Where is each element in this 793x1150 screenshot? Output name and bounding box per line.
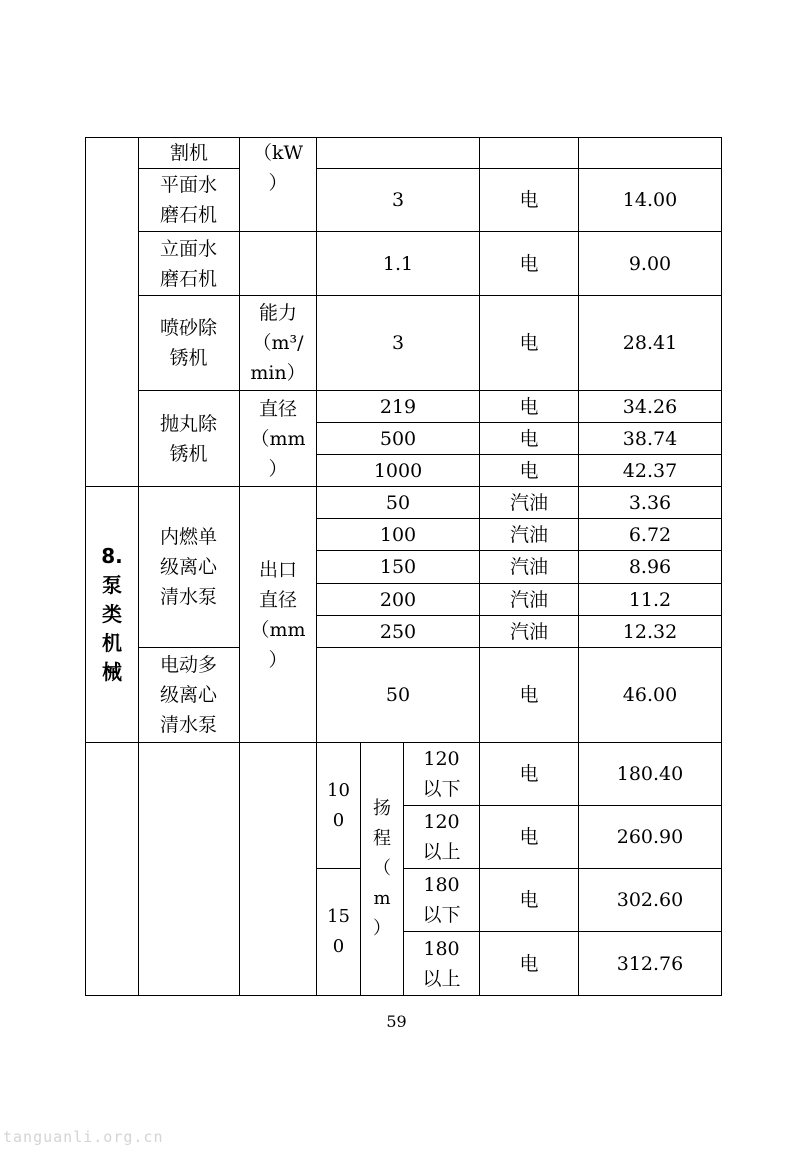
unit-label: 出口 直径 （mm ） xyxy=(250,558,306,671)
price: 28.41 xyxy=(622,332,678,354)
head-range: 120 以下 xyxy=(422,748,461,800)
param-value: 250 xyxy=(379,620,417,643)
unit-label: 直径 （mm ） xyxy=(250,397,306,480)
price: 8.96 xyxy=(628,556,672,578)
power-source: 电 xyxy=(519,189,539,211)
price: 302.60 xyxy=(616,889,684,911)
machine-name: 喷砂除 锈机 xyxy=(159,317,217,369)
price: 34.26 xyxy=(622,395,678,418)
power-source: 汽油 xyxy=(509,588,548,611)
power-source: 电 xyxy=(519,395,539,418)
power-source: 电 xyxy=(519,252,539,275)
power-source: 电 xyxy=(519,684,539,706)
power-source: 电 xyxy=(519,889,539,911)
price: 46.00 xyxy=(622,684,678,706)
price: 14.00 xyxy=(622,189,678,211)
page-number: 59 xyxy=(386,1012,407,1031)
power-source: 电 xyxy=(519,459,539,482)
param-value: 50 xyxy=(385,684,411,706)
param-value: 1.1 xyxy=(382,252,414,275)
power-source: 汽油 xyxy=(509,556,548,578)
power-source: 电 xyxy=(519,826,539,848)
price: 180.40 xyxy=(616,763,684,785)
head-range: 180 以上 xyxy=(422,937,461,990)
machine-name: 割机 xyxy=(169,142,208,164)
param-value: 1000 xyxy=(373,459,423,482)
param-value: 200 xyxy=(379,588,417,611)
machine-name: 抛丸除 锈机 xyxy=(159,412,217,465)
machine-name: 立面水 磨石机 xyxy=(159,237,217,290)
power-source: 汽油 xyxy=(509,620,548,643)
param-value: 219 xyxy=(379,395,417,418)
power-source: 电 xyxy=(519,952,539,975)
unit-label: 能力 （m³/ min） xyxy=(250,302,306,384)
price: 9.00 xyxy=(628,252,672,275)
price: 38.74 xyxy=(622,427,678,450)
power-source: 电 xyxy=(519,763,539,785)
price: 12.32 xyxy=(622,620,678,643)
param-value: 150 xyxy=(379,556,417,578)
diameter-value: 10 0 xyxy=(327,779,350,831)
param-value: 3 xyxy=(391,332,405,354)
power-source: 汽油 xyxy=(509,523,548,546)
price: 6.72 xyxy=(628,523,672,546)
price: 260.90 xyxy=(616,826,684,848)
param-value: 50 xyxy=(385,491,411,514)
rule xyxy=(721,137,722,996)
head-label: 扬 程 （ m ） xyxy=(373,798,391,939)
machine-name: 内燃单 级离心 清水泵 xyxy=(159,526,217,608)
unit-label: （kW ） xyxy=(252,142,304,194)
watermark: tanguanli.org.cn xyxy=(3,1128,164,1146)
power-source: 电 xyxy=(519,427,539,450)
head-range: 180 以下 xyxy=(422,874,461,926)
price: 11.2 xyxy=(628,588,672,611)
head-range: 120 以上 xyxy=(422,811,461,863)
power-source: 电 xyxy=(519,332,539,354)
diameter-value: 15 0 xyxy=(327,906,350,957)
power-source: 汽油 xyxy=(509,491,548,514)
category-label: 8. 泵 类 机 械 xyxy=(101,544,123,684)
machine-name: 电动多 级离心 清水泵 xyxy=(159,654,217,736)
price: 42.37 xyxy=(622,459,678,482)
param-value: 500 xyxy=(379,427,417,450)
param-value: 3 xyxy=(391,189,405,211)
param-value: 100 xyxy=(379,523,417,546)
price: 312.76 xyxy=(616,952,684,975)
price: 3.36 xyxy=(628,491,672,514)
machine-name: 平面水 磨石机 xyxy=(159,174,217,226)
